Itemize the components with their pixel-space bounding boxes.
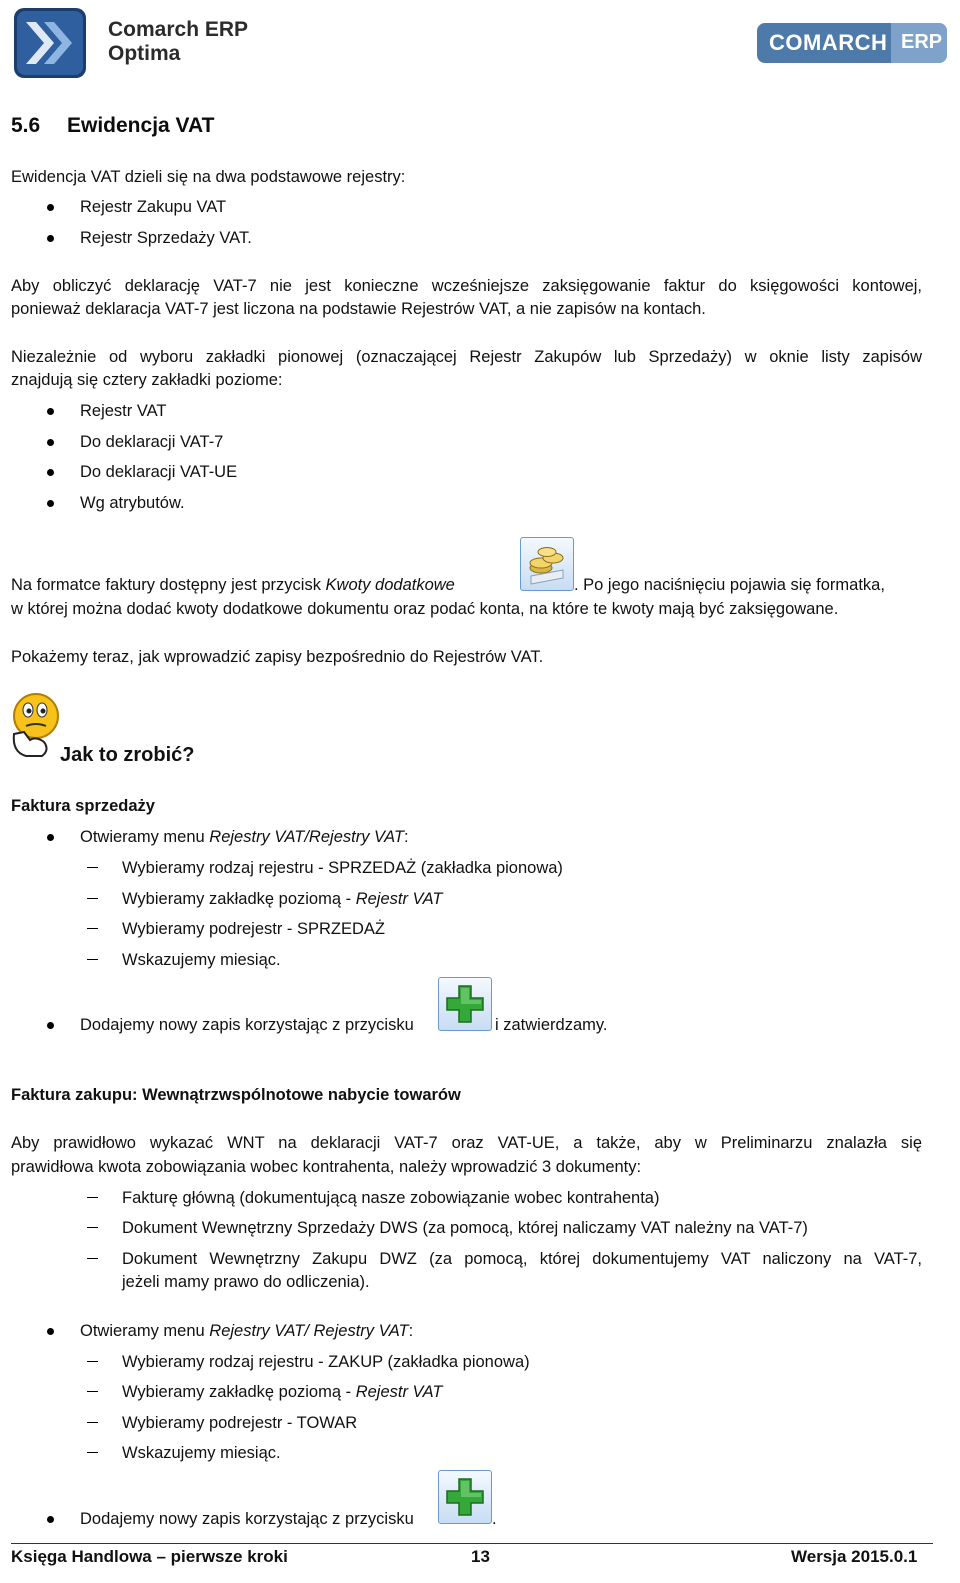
section-number: 5.6 [11,114,41,137]
paragraph-line: prawidłowa kwota zobowiązania wobec kontrahenta, należy wprowadzić 3 dokumenty: [11,1158,642,1176]
text-run: Wybieramy rodzaj rejestru - ZAKUP (zakładka pionowa) [122,1353,530,1371]
bullet [47,1022,54,1029]
text-run: : [404,828,409,846]
add-instruction-tail: . [492,1510,497,1528]
text-run: Wybieramy podrejestr - SPRZEDAŻ [122,920,385,938]
bullet [47,500,54,507]
list-item: Do deklaracji VAT-UE [80,463,238,481]
add-record-button[interactable] [438,977,492,1031]
add-instruction: Dodajemy nowy zapis korzystając z przycisku [80,1016,414,1034]
text-run: Wskazujemy miesiąc. [122,1444,281,1462]
dash [87,959,98,960]
text-run: Na formatce faktury dostępny jest przycisk [11,576,326,594]
dash [87,1227,98,1228]
list-item: Rejestr Sprzedaży VAT. [80,229,252,247]
step-item [122,887,443,911]
dash [87,867,98,868]
kwoty-dodatkowe-label: Kwoty dodatkowe [325,576,455,594]
howto-label: Jak to zrobić? [60,744,195,766]
bullet [47,1516,54,1523]
text-run: Wskazujemy miesiąc. [122,951,281,969]
product-name-line1: Comarch ERP [108,18,249,41]
bullet [47,834,54,841]
dash [87,1258,98,1259]
dash [87,1197,98,1198]
intro-lead: Ewidencja VAT dzieli się na dwa podstawowe rejestry: [11,168,406,186]
step-item [122,856,563,880]
text-run: Wybieramy podrejestr - TOWAR [122,1414,358,1432]
section-heading: Faktura zakupu: Wewnątrzwspólnotowe nabycie towarów [11,1086,461,1104]
bullet [47,235,54,242]
add-record-button[interactable] [438,1470,492,1524]
text-run-italic: Rejestr VAT [355,890,443,908]
green-plus-icon [439,978,491,1030]
paragraph-line: ponieważ deklaracja VAT-7 jest liczona na podstawie Rejestrów VAT, a nie zapisów na kontach. [11,300,706,318]
erp-logo-text: ERP [901,31,943,53]
bullet [47,469,54,476]
menu-path: Rejestry VAT/Rejestry VAT [209,828,404,846]
optima-logo-icon [14,8,86,78]
paragraph-line: Pokażemy teraz, jak wprowadzić zapisy bezpośrednio do Rejestrów VAT. [11,648,544,666]
text-run: : [408,1322,414,1340]
step-item [122,1411,357,1435]
step-item [122,917,385,941]
menu-instruction [80,1319,413,1343]
text-run: Wybieramy rodzaj rejestru - SPRZEDAŻ (zakładka pionowa) [122,859,563,877]
text-run: Wybieramy zakładkę poziomą - [122,890,356,908]
step-item [122,1441,281,1465]
doc-item: Dokument Wewnętrzny Sprzedaży DWS (za pomocą, której naliczamy VAT należny na VAT-7) [122,1219,808,1237]
section-heading: Faktura sprzedaży [11,797,155,815]
optima-logo [14,8,86,78]
coins-icon [521,538,573,590]
footer-rule [11,1543,933,1544]
dash [87,1452,98,1453]
bullet [47,1328,54,1335]
text-run: Otwieramy menu [80,1322,210,1340]
bullet [47,408,54,415]
dash [87,1391,98,1392]
step-item [122,1350,530,1374]
step-item [122,1380,443,1404]
menu-path: Rejestry VAT/ Rejestry VAT [209,1322,409,1340]
dash [87,898,98,899]
doc-item-cont: jeżeli mamy prawo do odliczenia). [122,1273,370,1291]
howto-icon [10,690,60,760]
green-plus-icon [439,1471,491,1523]
list-item: Rejestr Zakupu VAT [80,198,227,216]
step-item [122,948,281,972]
text-run: Wybieramy zakładkę poziomą - [122,1383,356,1401]
comarch-logo-text: COMARCH [769,30,888,55]
list-item: Wg atrybutów. [80,494,185,512]
doc-item: Dokument Wewnętrzny Zakupu DWZ (za pomocą, której dokumentujemy VAT naliczony na VAT-7, [122,1250,922,1268]
thinking-face-icon [10,690,60,760]
bullet [47,204,54,211]
dash [87,1422,98,1423]
product-name-line2: Optima [108,42,181,65]
page-number: 13 [471,1547,490,1566]
add-instruction: Dodajemy nowy zapis korzystając z przycisku [80,1510,414,1528]
footer-version: Wersja 2015.0.1 [791,1547,918,1566]
kwoty-dodatkowe-button[interactable] [520,537,574,591]
add-instruction-tail: i zatwierdzamy. [495,1016,608,1034]
dash [87,1361,98,1362]
paragraph-line: Aby obliczyć deklarację VAT-7 nie jest konieczne wcześniejsze zaksięgowanie faktur do księgowości kontowej, [11,277,922,295]
menu-instruction [80,825,409,849]
dash [87,928,98,929]
bullet [47,439,54,446]
footer-title: Księga Handlowa – pierwsze kroki [11,1547,288,1566]
paragraph-line: znajdują się cztery zakładki poziome: [11,371,283,389]
list-item: Rejestr VAT [80,402,167,420]
paragraph-line: . Po jego naciśnięciu pojawia się formatka, [574,576,885,594]
doc-item: Fakturę główną (dokumentującą nasze zobowiązanie wobec kontrahenta) [122,1189,660,1207]
text-run: Otwieramy menu [80,828,210,846]
section-title: Ewidencja VAT [67,114,215,137]
paragraph-line: Aby prawidłowo wykazać WNT na deklaracji VAT-7 oraz VAT-UE, a także, aby w Preliminarzu znalazła się [11,1134,922,1152]
text-run-italic: Rejestr VAT [355,1383,443,1401]
comarch-erp-logo [757,23,947,63]
paragraph-line: Niezależnie od wyboru zakładki pionowej (oznaczającej Rejestr Zakupów lub Sprzedaży) w oknie listy zapisów [11,348,922,366]
paragraph-line: w której można dodać kwoty dodatkowe dokumentu oraz podać konta, na które te kwoty mają być zaksięgowane. [11,600,839,618]
list-item: Do deklaracji VAT-7 [80,433,224,451]
